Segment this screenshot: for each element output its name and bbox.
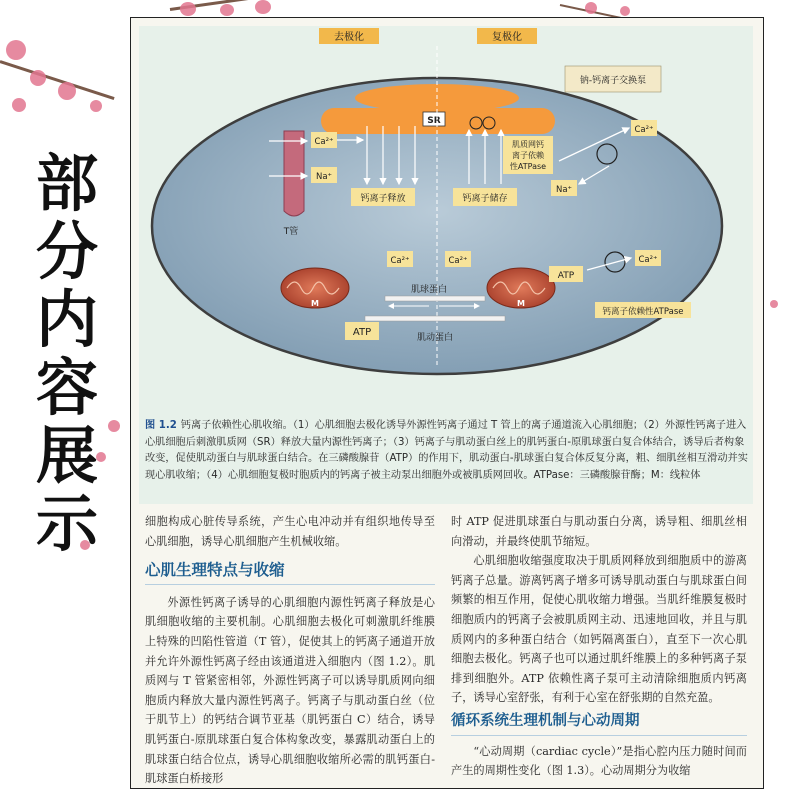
right-column: [451, 512, 747, 781]
na-ion-label: Na⁺: [315, 172, 333, 182]
ca-storage-label: 钙离子储存: [462, 194, 508, 204]
decoration-blossom: [220, 4, 234, 16]
repolarization-label: 复极化: [492, 32, 522, 43]
section-heading: 循环系统生理机制与心动周期: [451, 712, 747, 736]
intro-paragraph: 细胞构成心脏传导系统，产生心电冲动并有组织地传导至心肌细胞，诱导心肌细胞产生机械收缩。: [145, 515, 435, 548]
cardiac-myocyte-diagram: [139, 26, 753, 416]
ncx-label: 钠-钙离子交换泵: [579, 76, 647, 86]
atp-label: ATP: [557, 271, 575, 281]
side-title-char: 示: [35, 487, 98, 560]
depolarization-label: 去极化: [334, 32, 364, 43]
atp-label: ATP: [352, 327, 372, 338]
actin-label: 肌动蛋白: [416, 333, 454, 343]
ca-out2-label: Ca²⁺: [638, 255, 658, 265]
decoration-blossom: [58, 82, 76, 100]
ca-atpase-label: 钙离子依赖性ATPase: [602, 307, 684, 317]
decoration-blossom: [255, 0, 271, 14]
side-title-char: 展: [35, 419, 98, 492]
actin-filament: [365, 316, 505, 321]
side-title-char: 容: [35, 351, 98, 424]
na-in-label: Na⁺: [555, 185, 573, 195]
body-paragraph: “心动周期（cardiac cycle）”是指心腔内压力随时间而产生的周期性变化（图 1.3）。心动周期分为收缩: [451, 744, 747, 778]
side-title-char: 部: [35, 147, 98, 220]
t-tubule-label: T管: [283, 227, 299, 237]
book-page: [130, 17, 764, 789]
mitochondrion-label: M: [517, 299, 525, 308]
decoration-blossom: [180, 2, 196, 16]
t-tubule: [284, 131, 304, 216]
decoration-blossom: [90, 100, 102, 112]
body-paragraph: 时 ATP 促进肌球蛋白与肌动蛋白分离，诱导粗、细肌丝相向滑动，并最终使肌节缩短。: [451, 515, 747, 548]
body-paragraph: 心肌细胞收缩强度取决于肌质网释放到细胞质中的游离钙离子总量。游离钙离子增多可诱导肌动蛋白与肌球蛋白间频繁的相互作用，促使心肌收缩力增强。当肌纤维膜复极时细胞质内的钙离子会被肌质网主动、迅速地回收，并且与肌质网内的多种蛋白结合（如钙隔离蛋白），直至下一次心肌细胞去极化。钙离子也可以通过肌纤维膜上的多种钙离子泵排到细胞外。ATP 依赖性离子泵可主动清除细胞质内钙离子，诱导心室舒张，有利于心室在舒张期的自然充盈。: [451, 554, 747, 705]
left-column: [145, 512, 435, 789]
section-heading: 心肌生理特点与收缩: [145, 561, 435, 585]
sr-label: SR: [427, 116, 441, 126]
ca-out-label: Ca²⁺: [634, 125, 654, 135]
sr-atpase-label-line: 离子依赖: [512, 151, 544, 160]
sr-atpase-label-line: 肌质网钙: [512, 140, 544, 149]
ca-ion-label: Ca²⁺: [314, 137, 334, 147]
figure-caption: [145, 418, 749, 484]
decoration-blossom: [585, 2, 597, 14]
sr-atpase-label-line: 性ATPase: [509, 162, 547, 171]
ca-cytosol-label: Ca²⁺: [448, 256, 468, 266]
figure-number: 图 1.2: [145, 420, 177, 431]
decoration-blossom: [12, 98, 26, 112]
ca-release-label: 钙离子释放: [360, 194, 406, 204]
side-title-char: 内: [35, 283, 98, 356]
figure-caption-text: 钙离子依赖性心肌收缩。（1）心肌细胞去极化诱导外源性钙离子通过 T 管上的离子通道流入心肌细胞；（2）外源性钙离子进入心肌细胞后刺激肌质网（SR）释放大量内源性钙离子；（3）钙离子与肌动蛋白丝上的肌钙蛋白-原肌球蛋白复合体结合，诱导后者构象改变，促使肌动蛋白与肌球蛋白结合。在三磷酸腺苷（ATP）的作用下，肌动蛋白-肌球蛋白复合体反复分离，粗、细肌丝相互滑动并实现心肌收缩；（4）心肌细胞复极时胞质内的钙离子被主动泵出细胞外或被肌质网回收。ATPase：三磷酸腺苷酶；M：线粒体: [145, 420, 748, 481]
decoration-blossom: [30, 70, 46, 86]
side-title: [22, 147, 112, 560]
decoration-blossom: [6, 40, 26, 60]
side-title-char: 分: [35, 215, 98, 288]
decoration-branch: [0, 60, 115, 100]
myosin-filament: [385, 296, 485, 301]
figure-1-2: [139, 26, 753, 504]
decoration-blossom: [620, 6, 630, 16]
mitochondrion-label: M: [311, 299, 319, 308]
decoration-blossom: [770, 300, 778, 308]
body-paragraph: 外源性钙离子诱导的心肌细胞内源性钙离子释放是心肌细胞收缩的主要机制。心肌细胞去极化可刺激肌纤维膜上特殊的凹陷性管道（T 管），促使其上的钙离子通道开放并允许外源性钙离子经由该通道进入细胞内（图 1.2）。肌质网与 T 管紧密相邻，外源性钙离子可以诱导肌质网向细胞质内释放大量内源性钙离子。钙离子与肌动蛋白丝（位于肌节上）的钙结合调节亚基（肌钙蛋白 C）结合，诱导肌钙蛋白-原肌球蛋白复合体构象改变，暴露肌动蛋白上的肌球蛋白结合位点，诱导心肌细胞收缩所必需的肌钙蛋白-肌球蛋白桥接形: [145, 595, 435, 786]
myosin-label: 肌球蛋白: [410, 285, 448, 295]
ca-cytosol-label: Ca²⁺: [390, 256, 410, 266]
